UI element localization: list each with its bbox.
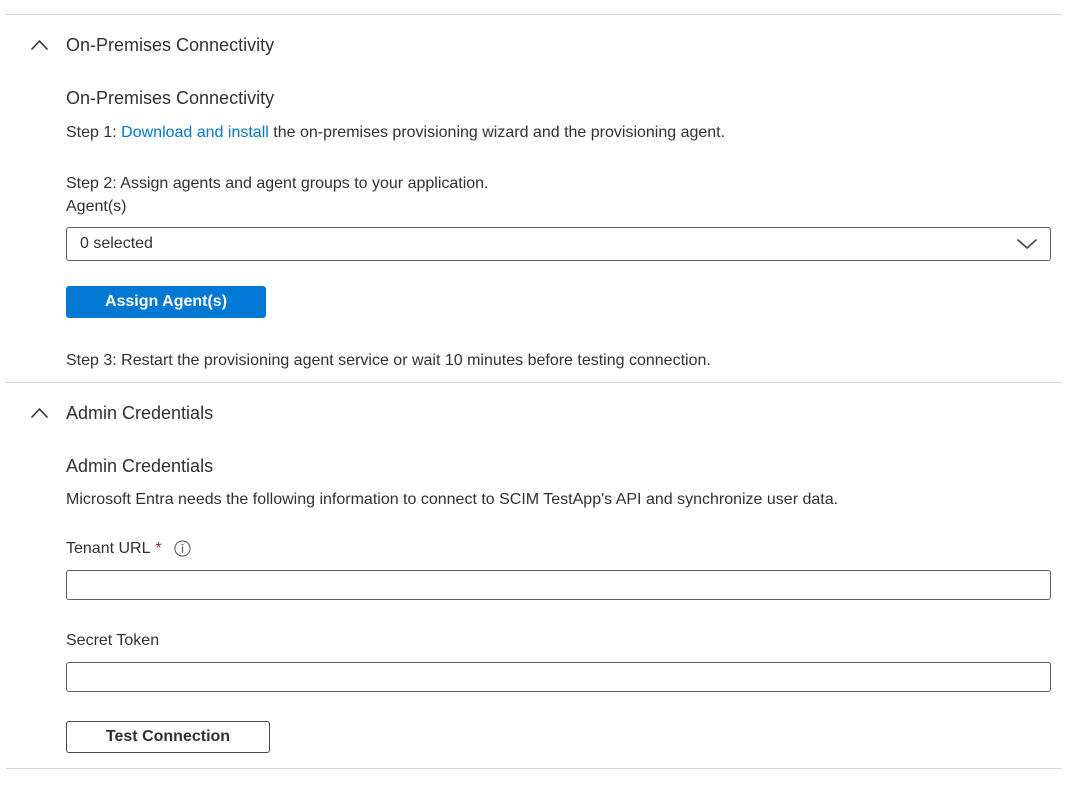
chevron-up-icon bbox=[30, 407, 49, 419]
test-connection-button[interactable]: Test Connection bbox=[66, 721, 270, 753]
onprem-collapse-button[interactable] bbox=[30, 36, 49, 55]
step1-prefix: Step 1: bbox=[66, 124, 122, 141]
agents-label: Agent(s) bbox=[66, 198, 127, 215]
chevron-up-icon bbox=[30, 39, 49, 51]
section-divider bbox=[6, 382, 1062, 383]
onprem-subheading: On-Premises Connectivity bbox=[66, 88, 275, 108]
onprem-section-body bbox=[66, 87, 1051, 371]
tenant-url-label-row bbox=[66, 538, 1051, 559]
download-and-install-link[interactable]: Download and install bbox=[121, 124, 269, 141]
admin-description: Microsoft Entra needs the following information to connect to SCIM TestApp's API and synchronize user data. bbox=[66, 491, 839, 508]
tenant-url-input[interactable] bbox=[66, 570, 1051, 600]
chevron-down-icon bbox=[1016, 238, 1038, 250]
tenant-url-label: Tenant URL bbox=[66, 540, 151, 557]
admin-section-body bbox=[66, 455, 1051, 753]
agents-dropdown[interactable] bbox=[66, 227, 1051, 261]
bottom-divider bbox=[6, 768, 1062, 769]
admin-section-title: Admin Credentials bbox=[66, 403, 214, 423]
secret-token-input[interactable] bbox=[66, 662, 1051, 692]
assign-agents-button[interactable]: Assign Agent(s) bbox=[66, 286, 266, 318]
secret-token-label: Secret Token bbox=[66, 632, 160, 649]
admin-subheading: Admin Credentials bbox=[66, 456, 214, 476]
top-divider bbox=[6, 14, 1062, 15]
required-asterisk: * bbox=[155, 540, 162, 557]
admin-collapse-button[interactable] bbox=[30, 404, 49, 423]
agents-dropdown-value: 0 selected bbox=[80, 235, 153, 252]
step1-suffix: the on-premises provisioning wizard and the provisioning agent. bbox=[268, 124, 726, 141]
onprem-section-header[interactable] bbox=[30, 34, 1076, 56]
onprem-step2-text: Step 2: Assign agents and agent groups to your application. bbox=[66, 175, 489, 192]
onprem-step3-text: Step 3: Restart the provisioning agent service or wait 10 minutes before testing connection. bbox=[66, 352, 711, 369]
onprem-step1-text bbox=[66, 122, 1051, 143]
info-icon[interactable] bbox=[174, 540, 191, 557]
admin-section-header[interactable] bbox=[30, 402, 1076, 424]
onprem-section-title: On-Premises Connectivity bbox=[66, 35, 275, 55]
